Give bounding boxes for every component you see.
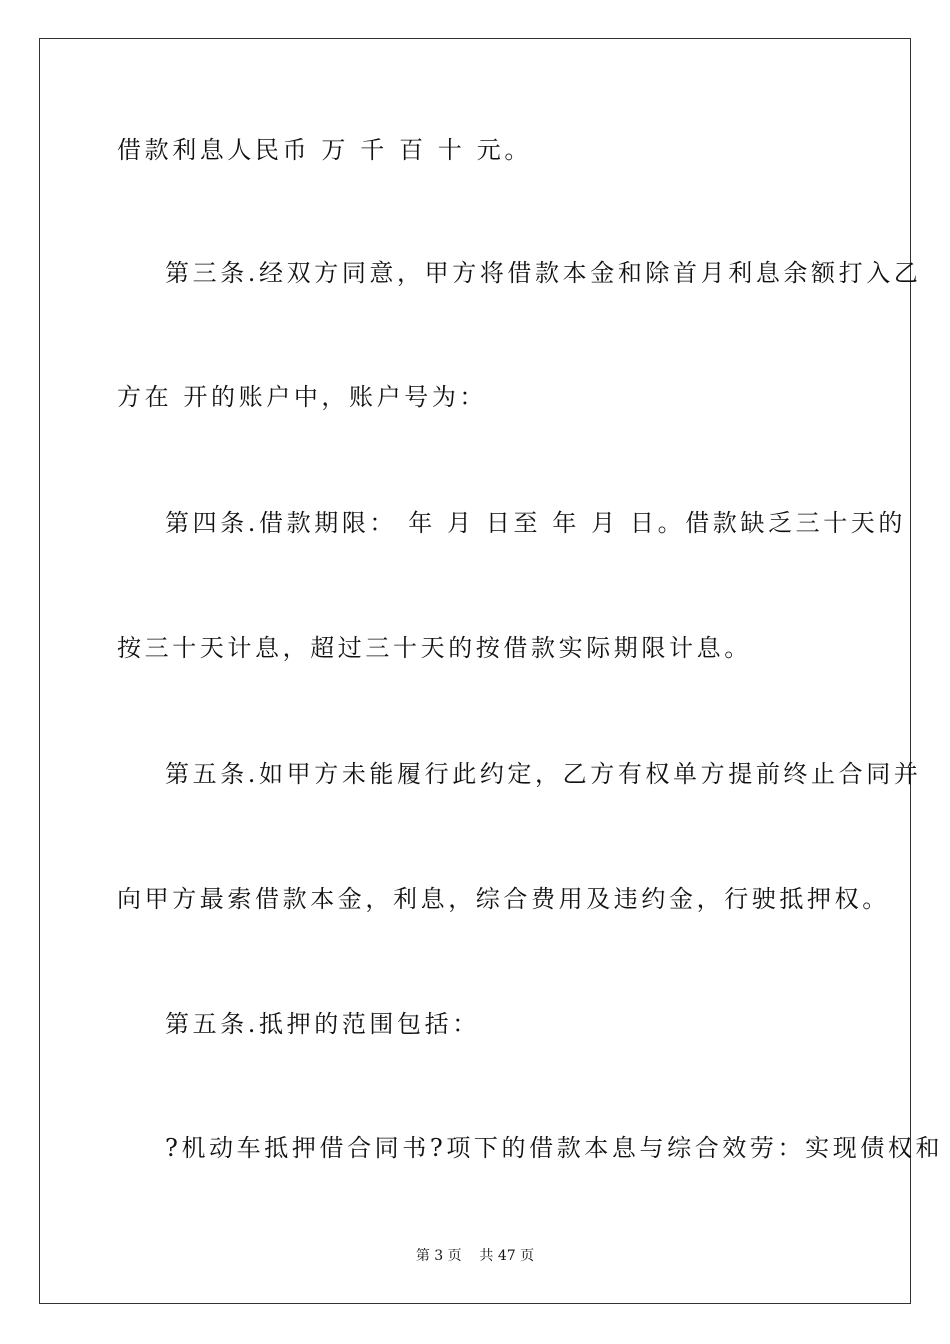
text-line-article-5b: 第五条.抵押的范围包括： — [165, 1010, 480, 1038]
page-border — [39, 38, 911, 1304]
text-line-article-4-cont: 按三十天计息，超过三十天的按借款实际期限计息。 — [117, 634, 752, 662]
text-line-article-5a: 第五条.如甲方未能履行此约定，乙方有权单方提前终止合同并 — [165, 760, 922, 788]
text-line-article-4: 第四条.借款期限： 年 月 日至 年 月 日。借款缺乏三十天的 — [165, 509, 907, 537]
text-line-article-3: 第三条.经双方同意，甲方将借款本金和除首月利息余额打入乙 — [165, 259, 922, 287]
page-number-footer: 第 3 页 共 47 页 — [415, 1248, 535, 1264]
text-line-interest: 借款利息人民币 万 千 百 十 元。 — [117, 136, 532, 164]
text-line-article-3-cont: 方在 开的账户中，账户号为： — [117, 383, 488, 411]
text-line-scope: ?机动车抵押借合同书?项下的借款本息与综合效劳：实现债权和 — [165, 1134, 944, 1162]
text-line-article-5a-cont: 向甲方最索借款本金，利息，综合费用及违约金，行驶抵押权。 — [117, 885, 890, 913]
